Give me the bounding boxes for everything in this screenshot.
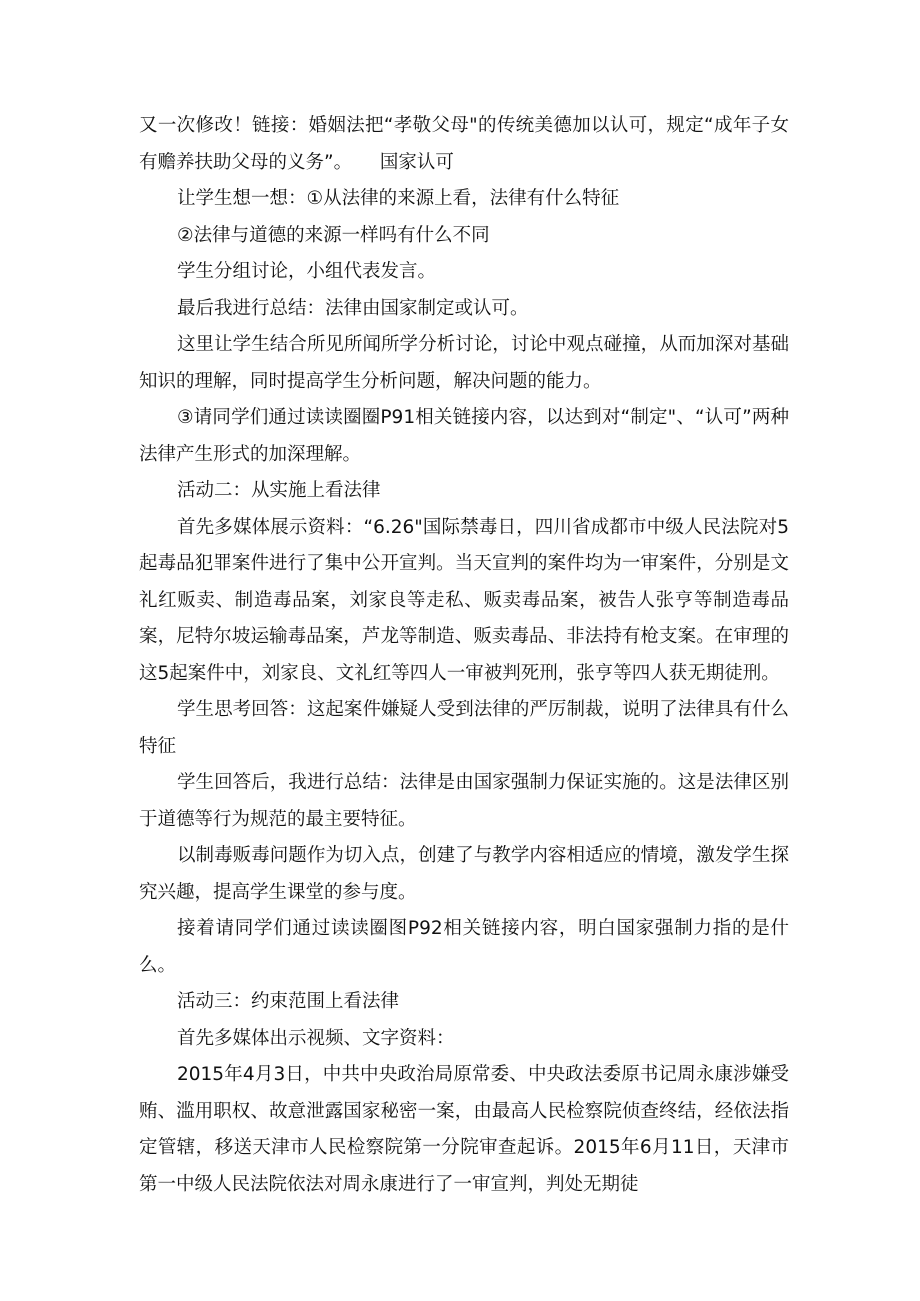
section-heading-activity-2: 活动二：从实施上看法律: [177, 480, 381, 501]
paragraph-1: 又一次修改！链接：婚姻法把“孝敬父母"的传统美德加以认可，规定“成年子女有赡养扶助父母的义务”。 国家认可: [139, 115, 789, 173]
paragraph-4: 学生分组讨论，小组代表发言。: [177, 261, 437, 282]
document-body: [139, 108, 789, 1203]
paragraph-16: 2015年4月3日，中共中央政治局原常委、中央政法委原书记周永康涉嫌受贿、滥用职权、故意泄露国家秘密一案，由最高人民检察院侦查终结，经依法指定管辖，移送天津市人民检察院第一分院审查起诉。2015年6月11日，天津市第一中级人民法院依法对周永康进行了一审宣判，判处无期徒: [139, 1064, 789, 1195]
paragraph-9: 首先多媒体展示资料：“6.26"国际禁毒日，四川省成都市中级人民法院对5起毒品犯罪案件进行了集中公开宣判。当天宣判的案件均为一审案件，分别是文礼红贩卖、制造毒品案，刘家良等走私、贩卖毒品案，被告人张亨等制造毒品案，尼特尔坡运输毒品案，芦龙等制造、贩卖毒品、非法持有枪支案。在审理的这5起案件中，刘家良、文礼红等四人一审被判死刑，张亨等四人获无期徒刑。: [139, 516, 789, 684]
paragraph-12: 以制毒贩毒问题作为切入点，创建了与教学内容相适应的情境，激发学生探究兴趣，提高学生课堂的参与度。: [139, 845, 789, 903]
paragraph-11: 学生回答后，我进行总结：法律是由国家强制力保证实施的。这是法律区别于道德等行为规范的最主要特征。: [139, 772, 789, 830]
paragraph-3: ②法律与道德的来源一样吗有什么不同: [177, 224, 490, 246]
paragraph-6: 这里让学生结合所见所闻所学分析讨论，讨论中观点碰撞，从而加深对基础知识的理解，同时提高学生分析问题，解决问题的能力。: [139, 334, 789, 392]
paragraph-2: 让学生想一想：①从法律的来源上看，法律有什么特征: [177, 188, 620, 209]
section-heading-activity-3: 活动三：约束范围上看法律: [177, 991, 400, 1012]
paragraph-15: 首先多媒体出示视频、文字资料：: [177, 1027, 455, 1049]
paragraph-7: ③请同学们通过读读圈圈P91相关链接内容，以达到对“制定"、“认可”两种法律产生形式的加深理解。: [139, 407, 789, 465]
paragraph-5: 最后我进行总结：法律由国家制定或认可。: [177, 297, 529, 319]
paragraph-13: 接着请同学们通过读读圈图P92相关链接内容，明白国家强制力指的是什么。: [139, 918, 789, 976]
paragraph-10: 学生思考回答：这起案件嫌疑人受到法律的严厉制裁，说明了法律具有什么特征: [139, 699, 789, 757]
